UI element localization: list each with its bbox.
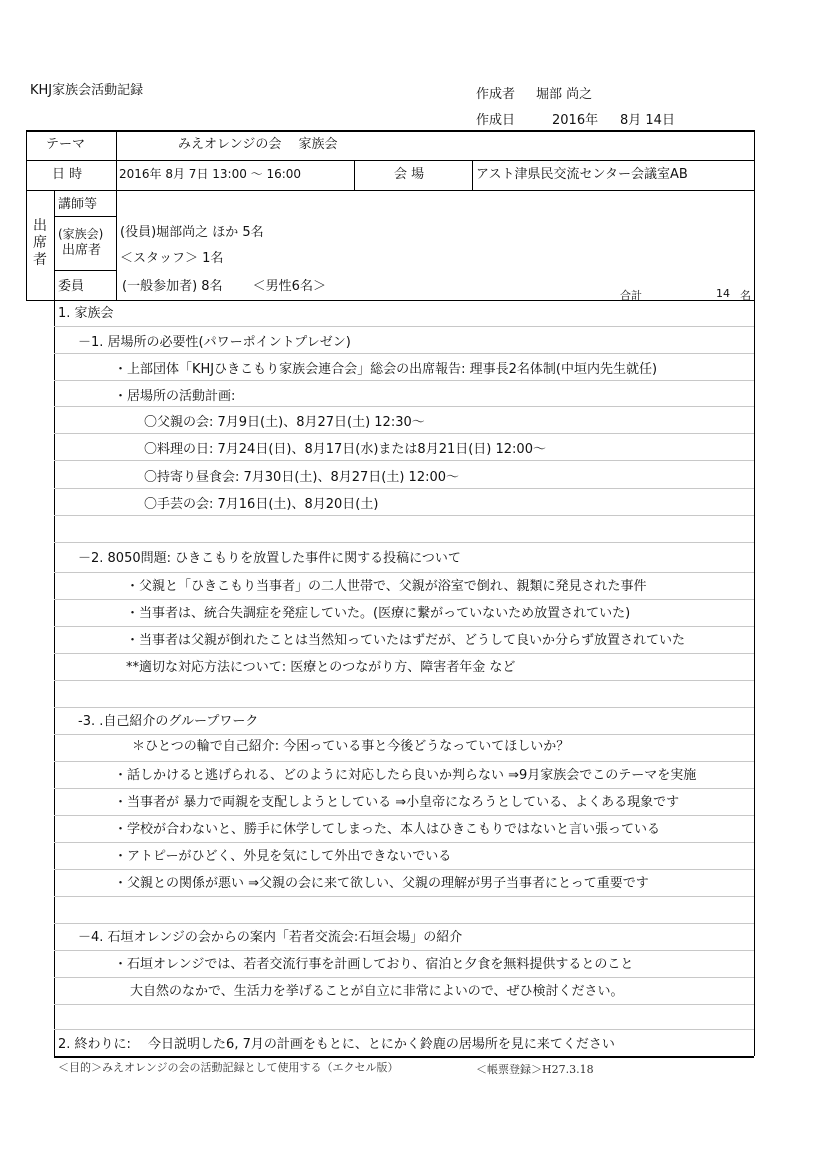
member-label: 委員 bbox=[58, 279, 85, 294]
column-divider bbox=[116, 130, 117, 300]
closing-line: 2. 終わりに: 今日説明した6, 7月の計画をもとに、とにかく鈴鹿の居場所を見に来てください bbox=[58, 1037, 615, 1052]
datetime-label: 日 時 bbox=[52, 167, 83, 182]
body-line: ・当事者は、統合失調症を発症していた。(医療に繋がっていないため放置されていた) bbox=[126, 606, 631, 621]
table-border-left bbox=[26, 130, 27, 300]
ruled-line bbox=[54, 380, 754, 381]
body-line: 〇料理の日: 7月24日(日)、8月17日(水)または8月21日(日) 12:00～ bbox=[144, 442, 546, 457]
body-line: 大自然のなかで、生活力を挙げることが自立に非常によいので、ぜひ検討ください。 bbox=[130, 984, 624, 999]
ruled-line bbox=[54, 488, 754, 489]
author-label: 作成者 bbox=[476, 87, 516, 102]
row-divider bbox=[26, 300, 754, 301]
ruled-line bbox=[54, 896, 754, 897]
table-border-right bbox=[754, 130, 755, 1056]
ruled-line bbox=[54, 761, 754, 762]
ruled-line bbox=[54, 515, 754, 516]
ruled-line bbox=[54, 869, 754, 870]
theme-value: みえオレンジの会 家族会 bbox=[178, 137, 338, 152]
family-label: (家族会) bbox=[58, 227, 104, 241]
ruled-line bbox=[54, 406, 754, 407]
ruled-line bbox=[54, 353, 754, 354]
datetime-value: 2016年 8月 7日 13:00 ～ 16:00 bbox=[119, 167, 302, 181]
body-line: ・当事者は父親が倒れたことは当然知っていたはずだが、どうして良いか分らず放置されていた bbox=[126, 633, 686, 648]
body-line: ・当事者が 暴力で両親を支配しようとしている ⇒小皇帝になろうとしている、よくある現象です bbox=[114, 795, 680, 810]
ruled-line bbox=[54, 680, 754, 681]
body-line: ・上部団体「KHJひきこもり家族会連合会」総会の出席報告: 理事長2名体制(中垣内先生就任) bbox=[114, 362, 658, 377]
venue-label: 会 場 bbox=[394, 167, 425, 182]
section-heading: 1. 家族会 bbox=[58, 306, 114, 321]
date-monthday: 8月 14日 bbox=[620, 113, 675, 128]
document-title: KHJ家族会活動記録 bbox=[30, 83, 144, 98]
body-line: ・父親と「ひきこもり当事者」の二人世帯で、父親が浴室で倒れ、親類に発見された事件 bbox=[126, 579, 647, 594]
subsection-heading: -3. .自己紹介のグループワーク bbox=[78, 714, 259, 729]
ruled-line bbox=[54, 653, 754, 654]
subsection-heading: －2. 8050問題: ひきこもりを放置した事件に関する投稿について bbox=[78, 551, 461, 566]
body-line: ・アトピーがひどく、外見を気にして外出できないでいる bbox=[114, 849, 452, 864]
ruled-line bbox=[54, 460, 754, 461]
total-unit: 名 bbox=[740, 289, 751, 302]
ruled-line bbox=[54, 599, 754, 600]
ruled-line bbox=[54, 326, 754, 327]
column-divider bbox=[472, 160, 473, 190]
body-line: 〇持寄り昼食会: 7月30日(土)、8月27日(土) 12:00～ bbox=[144, 470, 460, 485]
ruled-line bbox=[54, 707, 754, 708]
body-line: 〇父親の会: 7月9日(土)、8月27日(土) 12:30～ bbox=[144, 415, 425, 430]
theme-label: テーマ bbox=[46, 137, 86, 152]
table-border-bottom bbox=[54, 1056, 754, 1058]
attendees-label: 出席者 bbox=[33, 218, 47, 268]
column-divider bbox=[54, 190, 55, 1056]
total-value: 14 bbox=[716, 287, 730, 300]
total-label: 合計 bbox=[620, 289, 642, 302]
body-line: ・話しかけると逃げられる、どのように対応したら良いか判らない ⇒9月家族会でこのテーマを実施 bbox=[114, 768, 697, 783]
author-name: 堀部 尚之 bbox=[536, 87, 593, 102]
general-line: (一般参加者) 8名 ＜男性6名＞ bbox=[122, 279, 326, 294]
ruled-line bbox=[54, 433, 754, 434]
body-line: 〇手芸の会: 7月16日(土)、8月20日(土) bbox=[144, 497, 379, 512]
officer-line: (役員)堀部尚之 ほか 5名 bbox=[120, 225, 264, 240]
subsection-heading: －4. 石垣オレンジの会からの案内「若者交流会:石垣会場」の紹介 bbox=[78, 930, 463, 945]
ruled-line bbox=[54, 977, 754, 978]
ruled-line bbox=[54, 788, 754, 789]
row-divider bbox=[26, 160, 754, 161]
body-line: ・石垣オレンジでは、若者交流行事を計画しており、宿泊と夕食を無料提供するとのこと bbox=[114, 957, 634, 972]
subsection-heading: －1. 居場所の必要性(パワーポイントプレゼン) bbox=[78, 335, 351, 350]
row-divider bbox=[54, 216, 116, 217]
ruled-line bbox=[54, 734, 754, 735]
ruled-line bbox=[54, 572, 754, 573]
ruled-line bbox=[54, 626, 754, 627]
footer-purpose: ＜目的＞みえオレンジの会の活動記録として使用する（エクセル版） bbox=[58, 1061, 399, 1074]
body-line: **適切な対応方法について: 医療とのつながり方、障害者年金 など bbox=[126, 660, 516, 675]
row-divider bbox=[26, 190, 754, 191]
ruled-line bbox=[54, 1004, 754, 1005]
body-line: ＊ひとつの輪で自己紹介: 今困っている事と今後どうなっていてほしいか？ bbox=[132, 739, 570, 754]
venue-value: アスト津県民交流センター会議室AB bbox=[476, 167, 688, 182]
date-year: 2016年 bbox=[552, 113, 599, 128]
ruled-line bbox=[54, 842, 754, 843]
body-line: ・父親との関係が悪い ⇒父親の会に来て欲しい、父親の理解が男子当事者にとって重要です bbox=[114, 876, 649, 891]
staff-line: ＜スタッフ＞ 1名 bbox=[120, 251, 224, 266]
body-line: ・学校が合わないと、勝手に休学してしまった、本人はひきこもりではないと言い張っている bbox=[114, 822, 661, 837]
ruled-line bbox=[54, 542, 754, 543]
column-divider bbox=[354, 160, 355, 190]
ruled-line bbox=[54, 950, 754, 951]
footer-registration: ＜帳票登録＞H27.3.18 bbox=[476, 1063, 594, 1076]
lecturer-label: 講師等 bbox=[58, 197, 98, 212]
row-divider bbox=[54, 270, 116, 271]
body-line: ・居場所の活動計画: bbox=[114, 389, 236, 404]
ruled-line bbox=[54, 1029, 754, 1030]
ruled-line bbox=[54, 923, 754, 924]
date-label: 作成日 bbox=[476, 113, 516, 128]
ruled-line bbox=[54, 815, 754, 816]
family-label-2: 出席者 bbox=[62, 243, 102, 258]
table-border-top bbox=[26, 130, 754, 132]
